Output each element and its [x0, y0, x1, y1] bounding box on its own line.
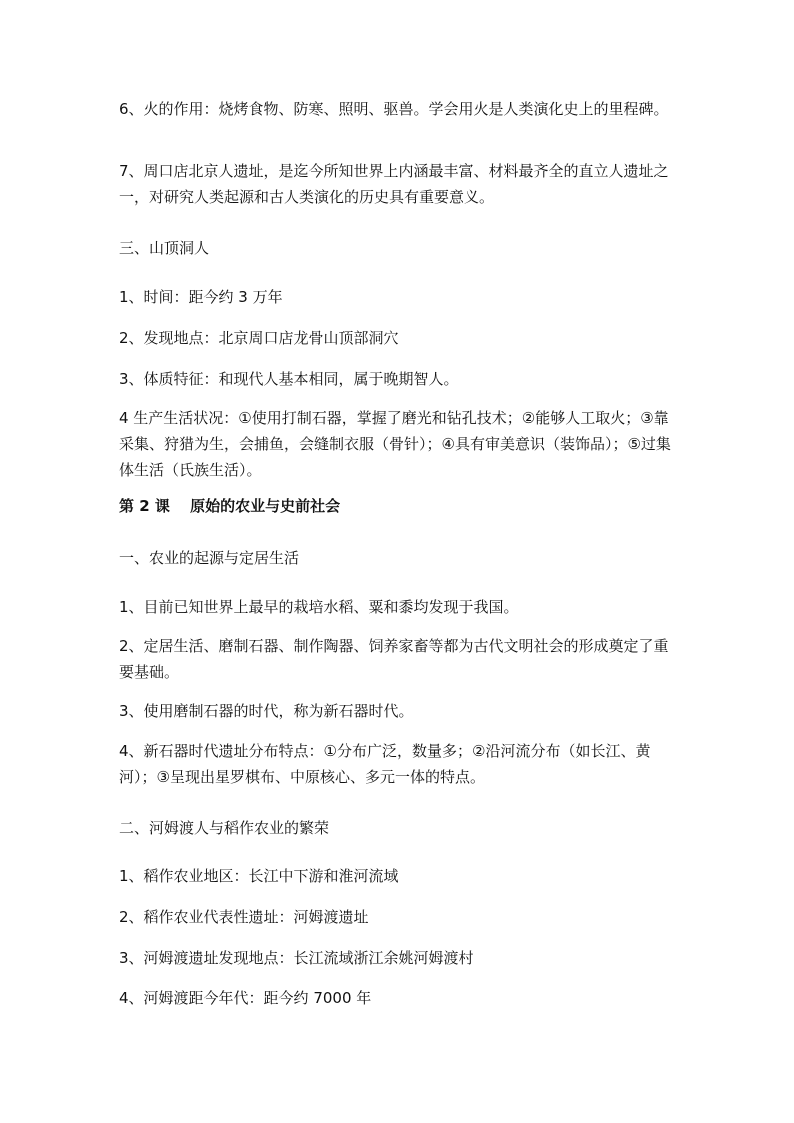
- lesson-heading: 第 2 课 原始的农业与史前社会: [119, 497, 341, 515]
- paragraph-settled-life: 2、定居生活、磨制石器、制作陶器、饲养家畜等都为古代文明社会的形成奠定了重要基础。: [119, 637, 669, 681]
- paragraph-hemudu-location: 3、河姆渡遗址发现地点：长江流域浙江余姚河姆渡村: [119, 949, 474, 967]
- paragraph-fire-use: 6、火的作用：烧烤食物、防寒、照明、驱兽。学会用火是人类演化史上的里程碑。: [119, 100, 669, 118]
- paragraph-representative-site: 2、稻作农业代表性遗址：河姆渡遗址: [119, 908, 369, 926]
- paragraph-time: 1、时间：距今约 3 万年: [119, 288, 283, 306]
- paragraph-rice-region: 1、稻作农业地区：长江中下游和淮河流域: [119, 867, 399, 885]
- paragraph-location: 2、发现地点：北京周口店龙骨山顶部洞穴: [119, 329, 399, 347]
- paragraph-physique: 3、体质特征：和现代人基本相同，属于晚期智人。: [119, 370, 459, 388]
- paragraph-site-distribution: 4、新石器时代遗址分布特点：①分布广泛，数量多；②沿河流分布（如长江、黄河）；③呈现出星罗棋布、中原核心、多元一体的特点。: [119, 742, 651, 786]
- section-heading-hemudu: 二、河姆渡人与稻作农业的繁荣: [119, 819, 330, 837]
- section-heading-agriculture: 一、农业的起源与定居生活: [119, 549, 300, 567]
- paragraph-neolithic: 3、使用磨制石器的时代，称为新石器时代。: [119, 702, 414, 720]
- paragraph-life-status: 4 生产生活状况：①使用打制石器，掌握了磨光和钻孔技术；②能够人工取火；③靠采集、狩猎为生，会捕鱼，会缝制衣服（骨针）；④具有审美意识（装饰品）；⑤过集体生活（氏族生活）。: [119, 409, 671, 479]
- paragraph-rice-origin: 1、目前已知世界上最早的栽培水稻、粟和黍均发现于我国。: [119, 598, 519, 616]
- section-heading-shandingdong: 三、山顶洞人: [119, 239, 210, 257]
- paragraph-zhoukoudian-site: 7、周口店北京人遗址，是迄今所知世界上内涵最丰富、材料最齐全的直立人遗址之一，对研究人类起源和古人类演化的历史具有重要意义。: [119, 162, 669, 206]
- paragraph-hemudu-age: 4、河姆渡距今年代：距今约 7000 年: [119, 989, 372, 1007]
